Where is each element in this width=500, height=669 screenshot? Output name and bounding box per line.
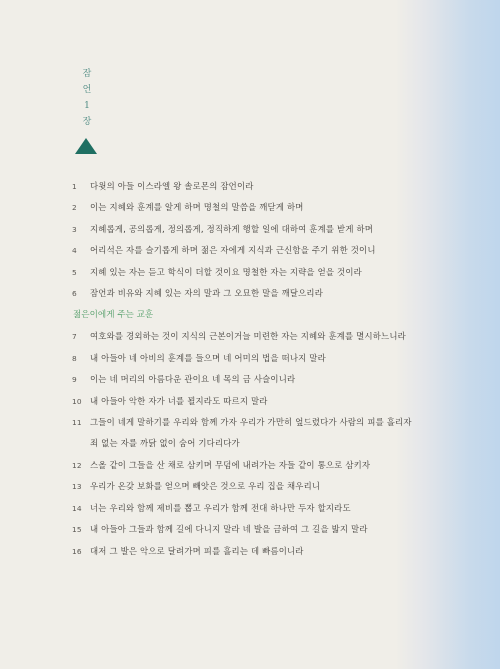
verse-number: 13	[72, 482, 82, 492]
verse-number: 9	[72, 375, 77, 385]
verse-text: 잠언과 비유와 지혜 있는 자의 말과 그 오묘한 말을 깨달으리라	[90, 288, 324, 299]
verse	[72, 519, 412, 540]
verse	[72, 369, 412, 390]
section-title: 젊은이에게 주는 교훈	[73, 310, 154, 321]
verse-text: 지혜롭게, 공의롭게, 정의롭게, 정직하게 행할 일에 대하여 훈계를 받게 하며	[90, 223, 374, 234]
verse	[72, 176, 412, 197]
verse-text: 대저 그 발은 악으로 달려가며 피를 흘리는 데 빠름이니라	[90, 545, 304, 556]
verse	[72, 240, 412, 261]
verse-text: 지혜 있는 자는 듣고 학식이 더할 것이요 명철한 자는 지략을 얻을 것이라	[90, 266, 362, 277]
verse-number: 15	[72, 525, 82, 535]
verse-text: 내 아들아 네 아비의 훈계를 들으며 네 어미의 법을 떠나지 말라	[90, 352, 326, 363]
chapter-heading-char: 1	[84, 101, 90, 111]
verse-number: 12	[72, 460, 82, 470]
verse-text: 스올 같이 그들을 산 채로 삼키며 무덤에 내려가는 자들 같이 통으로 삼키자	[90, 459, 371, 470]
verse-number: 1	[72, 182, 77, 191]
verse-number: 4	[72, 246, 77, 256]
verse	[72, 391, 412, 412]
verse-number: 10	[72, 396, 82, 406]
verse-text: 이는 지혜와 훈계를 알게 하며 명철의 말씀을 깨닫게 하며	[90, 202, 304, 213]
verse-number: 14	[72, 503, 82, 513]
verse	[72, 476, 412, 497]
verse-number: 16	[72, 546, 82, 556]
verse-text: 내 아들아 악한 자가 너를 꾈지라도 따르지 말라	[90, 395, 268, 406]
verse	[72, 197, 412, 218]
chapter-heading	[80, 66, 94, 130]
verse-text: 너는 우리와 함께 제비를 뽑고 우리가 함께 전대 하나만 두자 할지라도	[90, 502, 351, 513]
verse-text: 내 아들아 그들과 함께 길에 다니지 말라 네 발을 금하여 그 길을 밟지 말라	[90, 524, 368, 535]
verse	[72, 498, 412, 519]
verse-text: 어리석은 자를 슬기롭게 하며 젊은 자에게 지식과 근신함을 주기 위한 것이니	[90, 245, 376, 256]
verse	[72, 326, 412, 347]
verse	[72, 219, 412, 240]
verse-number: 3	[72, 224, 77, 234]
chapter-heading-char: 잠	[82, 69, 92, 79]
verse-text: 이는 네 머리의 아름다운 관이요 네 목의 금 사슬이니라	[90, 374, 296, 385]
chapter-heading-char: 언	[82, 85, 92, 95]
verse-text: 우리가 온갖 보화를 얻으며 빼앗은 것으로 우리 집을 채우리니	[90, 481, 321, 492]
verse-text: 그들이 네게 말하기를 우리와 함께 가자 우리가 가만히 엎드렸다가 사람의 피를 흘리자 죄 없는 자를 까닭 없이 숨어 기다리다가	[90, 417, 412, 449]
verse-number: 8	[72, 353, 77, 363]
verse	[72, 283, 412, 304]
verse	[72, 262, 412, 283]
verse-number: 6	[72, 289, 77, 299]
chapter-heading-char: 장	[82, 117, 92, 127]
verse-number: 7	[72, 332, 77, 342]
verse	[72, 348, 412, 369]
verse	[72, 541, 412, 562]
verse-text: 다윗의 아들 이스라엘 왕 솔로몬의 잠언이라	[90, 181, 254, 191]
verse-number: 11	[72, 418, 82, 428]
triangle-icon	[75, 138, 97, 154]
verse-number: 5	[72, 267, 77, 277]
verse-list	[72, 176, 412, 562]
verse	[72, 412, 412, 455]
verse	[72, 455, 412, 476]
verse-text: 여호와를 경외하는 것이 지식의 근본이거늘 미련한 자는 지혜와 훈계를 멸시하느니라	[90, 331, 406, 342]
verse-number: 2	[72, 203, 77, 213]
